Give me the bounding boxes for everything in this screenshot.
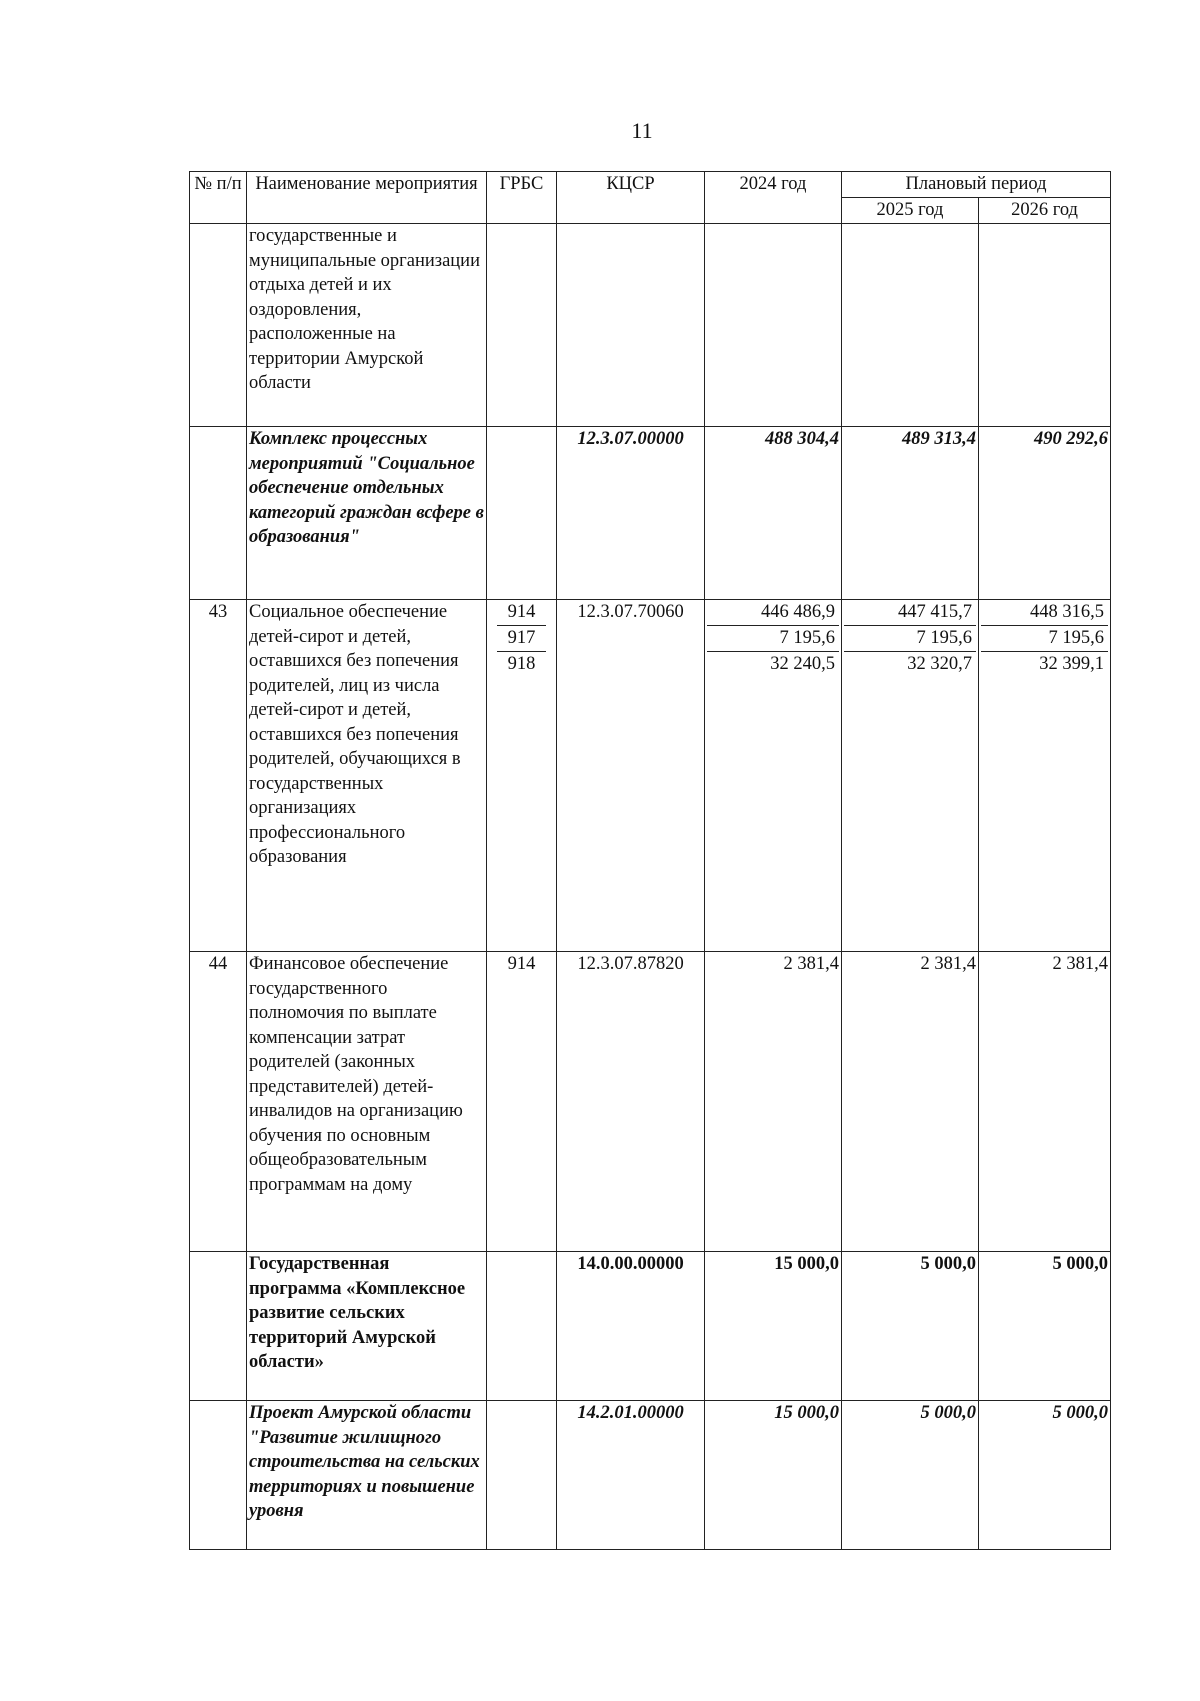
row-name: Финансовое обеспечение государственного полномочия по выплате компенсации затрат родителей (законных представителей) детей-инвалидов на организацию обучения по основным общеобразовательным программам на дому <box>247 952 487 1252</box>
budget-table <box>189 171 1111 1550</box>
row-value-2026: 5 000,0 <box>979 1401 1111 1550</box>
row-kcsr: 12.3.07.87820 <box>557 952 705 1252</box>
row-kcsr <box>557 224 705 427</box>
row-value-2024 <box>705 600 842 952</box>
row-grbs: 914 <box>487 952 557 1252</box>
row-value-2026: 5 000,0 <box>979 1252 1111 1401</box>
header-2024: 2024 год <box>705 172 842 224</box>
grbs-code: 918 <box>507 654 536 674</box>
row-kcsr: 14.0.00.00000 <box>557 1252 705 1401</box>
value-cell: 446 486,9 <box>707 600 839 626</box>
row-number <box>190 1401 247 1550</box>
row-kcsr: 12.3.07.70060 <box>557 600 705 952</box>
row-name: государственные и муниципальные организации отдыха детей и их оздоровления, расположенные на территории Амурской области <box>247 224 487 427</box>
row-grbs <box>487 600 557 952</box>
row-value-2025: 2 381,4 <box>842 952 979 1252</box>
row-grbs <box>487 427 557 600</box>
row-value-2026 <box>979 600 1111 952</box>
value-cell: 7 195,6 <box>844 626 976 652</box>
row-value-2024: 488 304,4 <box>705 427 842 600</box>
header-kcsr: КЦСР <box>557 172 705 224</box>
row-kcsr: 12.3.07.00000 <box>557 427 705 600</box>
value-cell: 32 399,1 <box>1039 654 1105 674</box>
value-cell: 448 316,5 <box>981 600 1108 626</box>
row-value-2024: 15 000,0 <box>705 1401 842 1550</box>
row-value-2024: 2 381,4 <box>705 952 842 1252</box>
row-value-2024: 15 000,0 <box>705 1252 842 1401</box>
header-grbs: ГРБС <box>487 172 557 224</box>
row-kcsr: 14.2.01.00000 <box>557 1401 705 1550</box>
row-value-2026: 490 292,6 <box>979 427 1111 600</box>
row-number: 44 <box>190 952 247 1252</box>
row-value-2026: 2 381,4 <box>979 952 1111 1252</box>
row-value-2025: 5 000,0 <box>842 1401 979 1550</box>
header-2025: 2025 год <box>842 198 979 224</box>
header-planned-period: Плановый период <box>842 172 1111 198</box>
row-value-2024 <box>705 224 842 427</box>
row-name: Государственная программа «Комплексное развитие сельских территорий Амурской области» <box>247 1252 487 1401</box>
row-value-2025 <box>842 224 979 427</box>
value-cell: 7 195,6 <box>707 626 839 652</box>
row-value-2025 <box>842 600 979 952</box>
table-row <box>190 1252 1111 1401</box>
table-row <box>190 952 1111 1252</box>
table-row <box>190 224 1111 427</box>
table-row <box>190 427 1111 600</box>
row-name: Социальное обеспечение детей-сирот и детей, оставшихся без попечения родителей, лиц из числа детей-сирот и детей, оставшихся без попечения родителей, обучающихся в государственных организациях профессионального образования <box>247 600 487 952</box>
grbs-code: 917 <box>497 626 546 652</box>
row-number <box>190 1252 247 1401</box>
header-num: № п/п <box>190 172 247 224</box>
grbs-code: 914 <box>497 600 546 626</box>
row-grbs <box>487 1401 557 1550</box>
row-name: Комплекс процессных мероприятий "Социальное обеспечение отдельных категорий граждан всфере в образования" <box>247 427 487 600</box>
row-value-2025: 5 000,0 <box>842 1252 979 1401</box>
row-value-2025: 489 313,4 <box>842 427 979 600</box>
value-cell: 32 240,5 <box>770 654 835 674</box>
table-row <box>190 1401 1111 1550</box>
row-name: Проект Амурской области "Развитие жилищного строительства на сельских территориях и повышение уровня <box>247 1401 487 1550</box>
value-cell: 447 415,7 <box>844 600 976 626</box>
header-2026: 2026 год <box>979 198 1111 224</box>
page-number: 11 <box>631 118 653 143</box>
table-header <box>190 172 1111 224</box>
table-row <box>190 600 1111 952</box>
row-number <box>190 224 247 427</box>
value-cell: 32 320,7 <box>907 654 972 674</box>
header-name: Наименование мероприятия <box>247 172 487 224</box>
row-number <box>190 427 247 600</box>
row-grbs <box>487 224 557 427</box>
row-value-2026 <box>979 224 1111 427</box>
value-cell: 7 195,6 <box>981 626 1108 652</box>
row-grbs <box>487 1252 557 1401</box>
row-number: 43 <box>190 600 247 952</box>
